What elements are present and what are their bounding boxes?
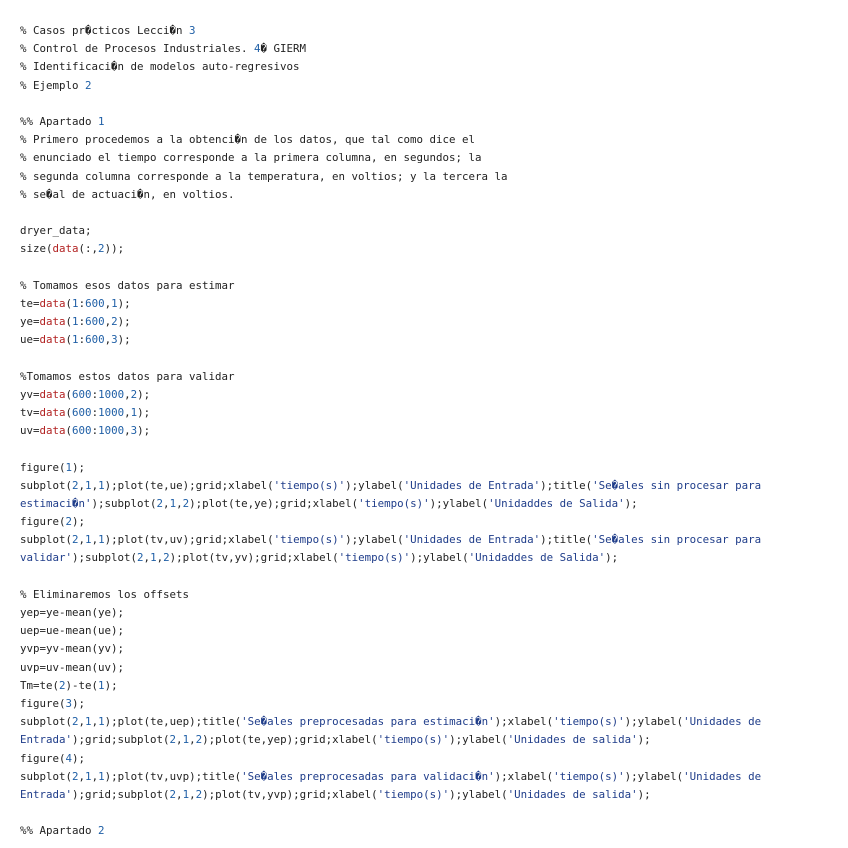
code-number: 2 — [59, 678, 66, 692]
code-number: 1 — [98, 114, 105, 128]
code-token: � GIERM — [260, 42, 307, 56]
code-line — [20, 531, 830, 549]
code-string: 'Unidades de salida' — [507, 733, 638, 747]
code-token: , — [176, 733, 183, 747]
code-number: 1000 — [98, 387, 125, 401]
code-token: ); — [72, 515, 86, 529]
code-token: );xlabel( — [494, 715, 554, 729]
code-token: );ylabel( — [345, 478, 404, 492]
code-token: );ylabel( — [449, 733, 508, 747]
code-token: (:, — [78, 242, 99, 256]
code-line — [20, 404, 830, 422]
code-token: ); — [137, 424, 151, 438]
code-number: 2 — [156, 496, 164, 510]
code-line — [20, 313, 830, 331]
code-variable: data — [52, 242, 79, 256]
code-token: );grid;subplot( — [72, 733, 170, 747]
code-token: ); — [72, 696, 86, 710]
code-string: 'tiempo(s)' — [358, 496, 430, 510]
code-line — [20, 822, 830, 840]
code-line — [20, 695, 830, 713]
code-token: ( — [65, 315, 73, 328]
code-token: , — [143, 551, 151, 565]
code-line — [20, 804, 830, 822]
code-string: 'Unidades de Entrada' — [403, 533, 541, 547]
code-variable: data — [39, 315, 66, 328]
code-string: Entrada' — [20, 787, 73, 801]
code-token: ue= — [20, 333, 40, 347]
code-token: );plot(tv,yvp);grid;xlabel( — [202, 787, 378, 801]
code-number: 1 — [98, 769, 105, 783]
code-token: : — [78, 296, 86, 310]
code-number: 1 — [72, 333, 79, 347]
code-token: uvp=uv-mean(uv); — [20, 660, 125, 674]
code-token: % Casos pr�cticos Lecci�n — [20, 24, 190, 37]
code-string: 'Se�ales sin procesar para — [592, 533, 762, 547]
code-token: yep=ye-mean(ye); — [20, 606, 125, 619]
code-token: );grid;subplot( — [72, 787, 170, 801]
code-token: %% Apartado — [20, 824, 99, 838]
code-string: 'tiempo(s)' — [377, 733, 450, 747]
code-token: te= — [20, 296, 40, 310]
code-token: , — [104, 296, 112, 310]
code-variable: data — [39, 387, 66, 401]
code-line — [20, 77, 830, 95]
code-token: );plot(te,yep);grid;xlabel( — [202, 733, 378, 747]
code-number: 2 — [130, 387, 138, 401]
code-line — [20, 277, 830, 295]
code-token: );ylabel( — [624, 715, 684, 729]
code-string: 'Unidaddes de Salida' — [468, 551, 606, 565]
code-token: ); — [117, 333, 131, 347]
code-line — [20, 40, 830, 58]
code-number: 600 — [85, 315, 105, 328]
code-token: , — [78, 769, 86, 783]
code-line — [20, 149, 830, 167]
code-number: 3 — [111, 333, 118, 347]
code-number: 3 — [130, 424, 138, 438]
code-number: 1 — [182, 733, 190, 747]
code-token: ); — [637, 787, 651, 801]
code-number: 4 — [254, 42, 261, 56]
code-number: 1 — [98, 478, 105, 492]
code-token: : — [91, 405, 99, 419]
code-token: dryer_data; — [20, 224, 92, 238]
code-line — [20, 549, 830, 567]
code-token: ); — [104, 678, 118, 692]
code-token: subplot( — [20, 533, 73, 547]
code-line — [20, 368, 830, 386]
code-number: 2 — [195, 733, 203, 747]
code-token: , — [189, 787, 196, 801]
code-line — [20, 113, 830, 131]
code-token: );xlabel( — [494, 769, 554, 783]
code-token: % segunda columna corresponde a la temperatura, en voltios; y la tercera la — [20, 169, 508, 183]
code-token: );plot(te,ye);grid;xlabel( — [189, 496, 359, 510]
code-token: : — [91, 424, 99, 438]
code-string: 'Se�ales preprocesadas para estimaci�n' — [241, 715, 495, 729]
code-number: 1000 — [98, 424, 125, 438]
code-number: 1 — [98, 678, 105, 692]
code-token: , — [176, 787, 183, 801]
code-line — [20, 131, 830, 149]
code-token: ( — [65, 387, 73, 401]
code-token: )); — [104, 242, 125, 256]
code-token: , — [156, 551, 164, 565]
code-token: subplot( — [20, 478, 73, 492]
code-number: 2 — [72, 715, 79, 729]
code-token: %% Apartado — [20, 114, 99, 128]
code-token: , — [124, 387, 131, 401]
code-number: 3 — [189, 24, 196, 37]
code-number: 2 — [163, 551, 170, 565]
code-token: );plot(tv,uvp);title( — [104, 769, 242, 783]
code-token: % Primero procedemos a la obtenci�n de los datos, que tal como dice el — [20, 133, 476, 147]
code-string: 'tiempo(s)' — [553, 769, 625, 783]
code-string: estimaci�n' — [20, 496, 92, 510]
code-token: figure( — [20, 696, 66, 710]
code-number: 2 — [111, 315, 118, 328]
code-line — [20, 677, 830, 695]
code-token: ( — [65, 296, 73, 310]
code-line — [20, 258, 830, 276]
code-number: 600 — [85, 296, 105, 310]
code-token: , — [78, 533, 86, 547]
code-number: 1 — [150, 551, 157, 565]
code-line — [20, 768, 830, 786]
code-number: 600 — [72, 424, 92, 438]
code-token: ); — [117, 315, 131, 328]
code-token: subplot( — [20, 769, 73, 783]
code-token: );plot(te,ue);grid;xlabel( — [104, 478, 274, 492]
code-line — [20, 422, 830, 440]
code-line — [20, 168, 830, 186]
code-token: );plot(te,uep);title( — [104, 715, 242, 729]
code-number: 600 — [85, 333, 105, 347]
code-token: ye= — [20, 315, 40, 328]
code-string: 'Unidades de — [683, 769, 762, 783]
code-token: : — [78, 315, 86, 328]
code-token: uep=ue-mean(ue); — [20, 624, 125, 638]
code-token: yvp=yv-mean(yv); — [20, 642, 125, 656]
code-line — [20, 513, 830, 531]
code-number: 1 — [98, 533, 105, 547]
code-number: 2 — [182, 496, 190, 510]
code-number: 2 — [65, 515, 73, 529]
code-number: 2 — [85, 78, 92, 92]
code-token: yv= — [20, 387, 40, 401]
code-number: 2 — [72, 478, 79, 492]
code-line — [20, 204, 830, 222]
code-number: 1 — [85, 533, 92, 547]
code-token: % Control de Procesos Industriales. — [20, 42, 255, 56]
code-token: ); — [605, 551, 619, 565]
code-string: 'tiempo(s)' — [377, 787, 450, 801]
code-token: figure( — [20, 460, 66, 474]
code-token: % se�al de actuaci�n, en voltios. — [20, 187, 235, 201]
code-token: , — [104, 315, 112, 328]
code-token: ); — [117, 296, 131, 310]
code-line — [20, 440, 830, 458]
code-token: ); — [137, 405, 151, 419]
code-number: 2 — [195, 787, 203, 801]
code-number: 600 — [72, 405, 92, 419]
code-string: 'tiempo(s)' — [338, 551, 411, 565]
code-token: % Ejemplo — [20, 78, 86, 92]
code-token: , — [124, 424, 131, 438]
code-token: );ylabel( — [345, 533, 404, 547]
code-token: tv= — [20, 405, 40, 419]
code-line — [20, 240, 830, 258]
code-token: , — [91, 478, 99, 492]
code-token: : — [78, 333, 86, 347]
code-token: );ylabel( — [624, 769, 684, 783]
code-number: 1 — [111, 296, 118, 310]
code-number: 2 — [169, 787, 177, 801]
code-token: , — [91, 533, 99, 547]
code-number: 3 — [65, 696, 73, 710]
code-token: %Tomamos estos datos para validar — [20, 369, 235, 383]
code-token: , — [104, 333, 112, 347]
code-number: 1 — [72, 315, 79, 328]
code-variable: data — [39, 424, 66, 438]
code-token: );ylabel( — [449, 787, 508, 801]
code-line — [20, 295, 830, 313]
code-token: % enunciado el tiempo corresponde a la primera columna, en segundos; la — [20, 151, 482, 165]
code-line — [20, 731, 830, 749]
code-number: 1 — [65, 460, 73, 474]
code-line — [20, 495, 830, 513]
code-token: , — [78, 478, 86, 492]
code-number: 2 — [98, 242, 105, 256]
code-token: % Eliminaremos los offsets — [20, 587, 190, 601]
code-number: 1 — [72, 296, 79, 310]
code-token: subplot( — [20, 715, 73, 729]
code-line — [20, 349, 830, 367]
code-token: ( — [65, 424, 73, 438]
code-number: 2 — [169, 733, 177, 747]
code-string: 'Unidades de — [683, 715, 762, 729]
code-token: , — [189, 733, 196, 747]
code-line — [20, 331, 830, 349]
code-line — [20, 222, 830, 240]
code-token: ); — [72, 751, 86, 765]
code-number: 1 — [85, 769, 92, 783]
code-line — [20, 459, 830, 477]
code-token: ); — [137, 387, 151, 401]
code-variable: data — [39, 405, 66, 419]
code-line — [20, 568, 830, 586]
code-token: , — [78, 715, 86, 729]
code-number: 1 — [85, 478, 92, 492]
code-string: 'tiempo(s)' — [553, 715, 625, 729]
code-number: 1 — [169, 496, 177, 510]
code-string: Entrada' — [20, 733, 73, 747]
code-token: Tm=te( — [20, 678, 60, 692]
code-token: );title( — [540, 478, 593, 492]
code-token: % Identificaci�n de modelos auto-regresivos — [20, 60, 300, 74]
code-token: ); — [637, 733, 651, 747]
code-number: 1 — [85, 715, 92, 729]
code-line — [20, 386, 830, 404]
code-number: 2 — [98, 824, 105, 838]
code-line — [20, 186, 830, 204]
code-string: 'tiempo(s)' — [273, 478, 346, 492]
code-line — [20, 604, 830, 622]
code-token: uv= — [20, 424, 40, 438]
code-number: 2 — [72, 769, 79, 783]
code-line — [20, 477, 830, 495]
code-line — [20, 22, 830, 40]
code-token: )-te( — [65, 678, 99, 692]
code-line — [20, 659, 830, 677]
code-number: 1 — [182, 787, 190, 801]
code-token: ( — [65, 333, 73, 347]
code-line — [20, 95, 830, 113]
code-string: 'Unidades de Entrada' — [403, 478, 541, 492]
code-token: , — [91, 715, 99, 729]
code-line — [20, 640, 830, 658]
code-variable: data — [39, 333, 66, 347]
code-number: 600 — [72, 387, 92, 401]
code-string: 'Unidaddes de Salida' — [488, 496, 625, 510]
code-token: );subplot( — [72, 551, 138, 565]
code-token: );ylabel( — [429, 496, 489, 510]
code-line — [20, 786, 830, 804]
code-token: , — [124, 405, 131, 419]
code-string: 'Se�ales sin procesar para — [592, 478, 762, 492]
code-token: );title( — [540, 533, 593, 547]
code-listing — [20, 22, 830, 840]
code-token: );plot(tv,yv);grid;xlabel( — [169, 551, 339, 565]
code-string: validar' — [20, 551, 73, 565]
code-number: 4 — [65, 751, 73, 765]
code-token: size( — [20, 242, 53, 256]
code-token: figure( — [20, 515, 66, 529]
code-token: ); — [72, 460, 86, 474]
code-number: 2 — [72, 533, 79, 547]
code-line — [20, 750, 830, 768]
code-token: , — [91, 769, 99, 783]
code-token: % Tomamos esos datos para estimar — [20, 278, 235, 292]
code-number: 1 — [130, 405, 138, 419]
code-number: 1 — [98, 715, 105, 729]
code-string: 'tiempo(s)' — [273, 533, 346, 547]
code-number: 1000 — [98, 405, 125, 419]
code-line — [20, 713, 830, 731]
code-line — [20, 622, 830, 640]
code-token: );ylabel( — [410, 551, 469, 565]
code-variable: data — [39, 296, 66, 310]
code-token: : — [91, 387, 99, 401]
code-token: ( — [65, 405, 73, 419]
code-line — [20, 58, 830, 76]
code-token: );plot(tv,uv);grid;xlabel( — [104, 533, 274, 547]
code-token: , — [176, 496, 183, 510]
code-string: 'Unidades de salida' — [507, 787, 638, 801]
code-token: , — [163, 496, 170, 510]
code-token: ); — [624, 496, 638, 510]
code-token: );subplot( — [91, 496, 157, 510]
code-string: 'Se�ales preprocesadas para validaci�n' — [241, 769, 495, 783]
code-token: figure( — [20, 751, 66, 765]
code-line — [20, 586, 830, 604]
code-number: 2 — [137, 551, 144, 565]
